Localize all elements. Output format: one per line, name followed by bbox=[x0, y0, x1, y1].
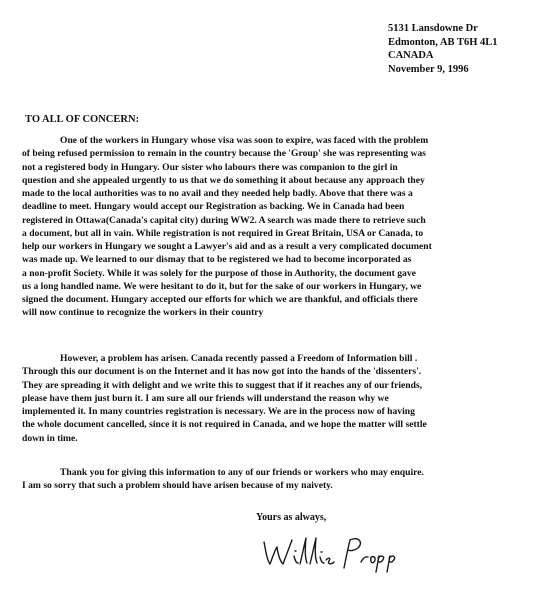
paragraph-1-line: signed the document. Hungary accepted our efforts for which we are thankful, and officials there bbox=[22, 294, 418, 305]
paragraph-1-line: us a long handled name. We were hesitant to do it, but for the sake of our workers in Hungary, we bbox=[22, 280, 422, 292]
address-city: Edmonton, AB T6H 4L1 bbox=[388, 36, 498, 48]
paragraph-3 bbox=[22, 466, 535, 493]
paragraph-1-line: made to the local authorities was to no avail and they needed help badly. Above that there was a bbox=[22, 188, 413, 199]
paragraph-1-line: was made up. We learned to our dismay that to be registered we had to become incorporated as bbox=[22, 254, 412, 266]
paragraph-2 bbox=[22, 352, 535, 445]
paragraph-2-line: They are spreading it with delight and we write this to suggest that if it reaches any of our friends, bbox=[22, 379, 423, 391]
paragraph-1 bbox=[22, 134, 535, 320]
paragraph-1-line: will now continue to recognize the workers in their country bbox=[22, 307, 264, 319]
address-country: CANADA bbox=[388, 50, 434, 61]
closing: Yours as always, bbox=[256, 512, 327, 523]
paragraph-1-line: deadline to meet. Hungary would accept our Registration as backing. We in Canada had been bbox=[22, 201, 405, 213]
paragraph-1-line: a non-profit Society. While it was solely for the purpose of those in Authority, the document gave bbox=[22, 267, 416, 279]
paragraph-3-line: I am so sorry that such a problem should have arisen because of my naivety. bbox=[22, 480, 333, 492]
paragraph-1-line: help our workers in Hungary we sought a Lawyer's aid and as a result a very complicated document bbox=[22, 241, 432, 252]
paragraph-1-line: question and she appealed urgently to us that we do something it about because any approach they bbox=[22, 174, 425, 186]
letter-date: November 9, 1996 bbox=[388, 63, 469, 75]
paragraph-1-line: a document, but all in vain. While registration is not required in Great Britain, USA or Canada, to bbox=[22, 227, 424, 239]
handwritten-signature bbox=[258, 530, 408, 574]
paragraph-2-line: please have them just burn it. I am sure all our friends will understand the reason why we bbox=[22, 392, 389, 404]
sender-address bbox=[388, 22, 498, 76]
address-street: 5131 Lansdowne Dr bbox=[388, 23, 478, 34]
paragraph-2-line: However, a problem has arisen. Canada recently passed a Freedom of Information bill . bbox=[60, 353, 418, 364]
paragraph-1-line: of being refused permission to remain in the country because the 'Group' she was representing was bbox=[22, 148, 426, 160]
paragraph-2-line: the whole document cancelled, since it is not required in Canada, and we hope the matter will settle bbox=[22, 419, 427, 431]
paragraph-2-line: down in time. bbox=[22, 432, 78, 444]
salutation: TO ALL OF CONCERN: bbox=[25, 114, 140, 125]
paragraph-2-line: Through this our document is on the Internet and it has now got into the hands of the 'dissenters'. bbox=[22, 366, 422, 378]
paragraph-2-line: implemented it. In many countries registration is necessary. We are in the process now of having bbox=[22, 406, 415, 417]
paragraph-1-line: registered in Ottawa(Canada's capital city) during WW2. A search was made there to retrieve such bbox=[22, 214, 426, 226]
paragraph-1-line: not a registered body in Hungary. Our sister who labours there was companion to the girl in bbox=[22, 161, 398, 173]
paragraph-3-line: Thank you for giving this information to any of our friends or workers who may enquire. bbox=[60, 467, 424, 478]
paragraph-1-line: One of the workers in Hungary whose visa was soon to expire, was faced with the problem bbox=[60, 135, 429, 146]
